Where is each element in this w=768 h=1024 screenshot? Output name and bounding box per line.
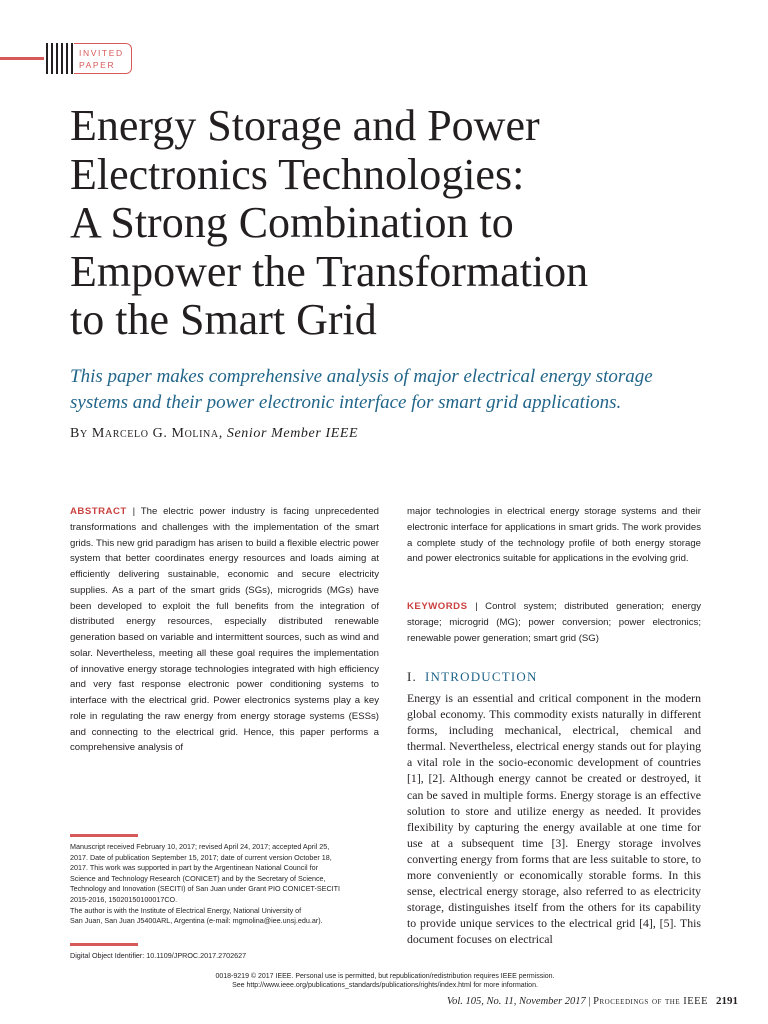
page-footer: [447, 995, 738, 1007]
paper-title: [70, 102, 730, 345]
title-line: A Strong Combination to: [70, 198, 514, 247]
section-title: INTRODUCTION: [424, 669, 538, 684]
copyright-line: 0018-9219 © 2017 IEEE. Personal use is permitted, but republication/redistribution requires IEEE permission.: [215, 973, 555, 980]
footer-separator: |: [585, 996, 594, 1007]
footnote-line: 2017. Date of publication September 15, 2017; date of current version October 18,: [70, 852, 332, 862]
abstract-col1: [70, 504, 379, 756]
keywords-separator: |: [467, 601, 486, 612]
abstract-col2: major technologies in electrical energy storage systems and their electronic interface for applications in smart grids. The work provides a complete study of the technology profile of both energy storage and power electronics suitable for applications in the evolving grid.: [407, 506, 701, 565]
author-byline: [70, 426, 358, 442]
footnote-line: Technology and Innovation (SECITI) of San Juan under Grant PIO CONICET-SECITI: [70, 884, 341, 894]
badge-line: [61, 43, 63, 74]
subtitle-line: This paper makes comprehensive analysis of major electrical energy storage: [70, 366, 653, 387]
footnote-line: The author is with the Institute of Electrical Energy, National University of: [70, 905, 302, 915]
badge-line1: INVITED: [79, 48, 124, 58]
title-line: to the Smart Grid: [70, 295, 377, 344]
page-number: 2191: [716, 995, 738, 1007]
section-number: I.: [407, 669, 417, 684]
journal-citation: Vol. 105, No. 11, November 2017: [446, 996, 586, 1007]
subtitle-line: systems and their power electronic interface for smart grid applications.: [70, 392, 622, 413]
title-line: Electronics Technologies:: [70, 149, 525, 199]
badge-line: [56, 43, 58, 74]
keywords: [407, 599, 701, 646]
doi: Digital Object Identifier: 10.1109/JPROC.2017.2702627: [70, 951, 247, 960]
keywords-text: Control system; distributed generation; energy storage; microgrid (MG); power conversion; power electronics; renewable power generation; smart grid (SG): [407, 601, 701, 644]
invited-paper-badge-stripes: [0, 43, 74, 74]
footnote-line: 2017. This work was supported in part by the Argentinean National Council for: [70, 863, 318, 873]
footnote: [70, 842, 380, 927]
footnote-line: San Juan, San Juan J5400ARL, Argentina (e-mail: mgmolina@iee.unsj.edu.ar).: [70, 916, 323, 926]
abstract-text: The electric power industry is facing unprecedented transformations and challenges with the implementation of the smart grids. This new grid paradigm has arisen to build a flexible electric power system that better coordinates energy resources and loads aiming at efficiently delivering sustainable, economic and secure electricity supplies. As a part of the smart grids (SGs), microgrids (MGs) have been developed to exploit the full benefits from the integration of distributed energy resources, especially distributed renewable generation based on variable and intermittent sources, such as wind and solar. Nevertheless, meeting all these goal requires the implementation of innovative energy storage technologies integrated with high efficiency and very fast response electronic power conditioning systems to interface with the electrical grid. Power electronics systems play a key role in regulating the raw energy from energy storage systems (ESSs) and connecting to the electrical grid. Hence, this paper performs a comprehensive analysis of: [70, 506, 379, 754]
keywords-label: KEYWORDS: [407, 601, 468, 612]
badge-line2: PAPER: [79, 60, 116, 70]
footnote-rule: [70, 834, 138, 837]
footnote-line: 2015-2016, 15020150100017CO.: [70, 894, 178, 904]
footnote-line: Science and Technology Research (CONICET) and by the Secretary of Science,: [70, 873, 326, 883]
badge-line: [46, 43, 48, 74]
abstract-label: ABSTRACT: [70, 506, 127, 517]
section-heading-introduction: [407, 669, 538, 685]
badge-line: [71, 43, 73, 74]
introduction-text: Energy is an essential and critical component in the modern global economy. This commodity exists naturally in different forms, including mechanical, electrical, chemical and thermal. Nevertheless, electrical energy stands out for playing a vital role in the socio-economic development of countries [1], [2]. Although energy cannot be created or destroyed, it can be saved in multiple forms. Energy storage is an effective solution to store and utilize energy as needed. It provides flexibility by capturing the energy available at one time for use at a subsequent time [3]. Energy storage involves converting energy from forms that are less suitable to store, to more conveniently or economically storable forms. In this sense, electrical energy storage, also referred to as electricity storage, distinguishes itself from the others for its capability to provide unique services to the electrical grid [4], [5]. This document focuses on electrical: [407, 691, 701, 947]
byline-by: By: [70, 426, 88, 441]
doi-rule: [70, 943, 138, 946]
invited-paper-badge: [74, 43, 132, 74]
author-role: , Senior Member IEEE: [218, 426, 359, 441]
badge-line: [51, 43, 53, 74]
copyright-line: See http://www.ieee.org/publications_standards/publications/rights/index.html for more information.: [232, 981, 538, 989]
abstract-separator: |: [126, 506, 141, 517]
copyright-notice: [150, 973, 620, 990]
badge-red-stripe: [0, 57, 44, 60]
journal-name: Proceedings of the IEEE: [593, 996, 708, 1007]
title-line: Empower the Transformation: [70, 246, 589, 296]
title-line: Energy Storage and Power: [70, 101, 540, 150]
author-name: Marcelo G. Molina: [91, 426, 219, 441]
paper-subtitle: [70, 364, 710, 416]
badge-line: [66, 43, 68, 74]
footnote-line: Manuscript received February 10, 2017; revised April 24, 2017; accepted April 25,: [70, 842, 330, 851]
